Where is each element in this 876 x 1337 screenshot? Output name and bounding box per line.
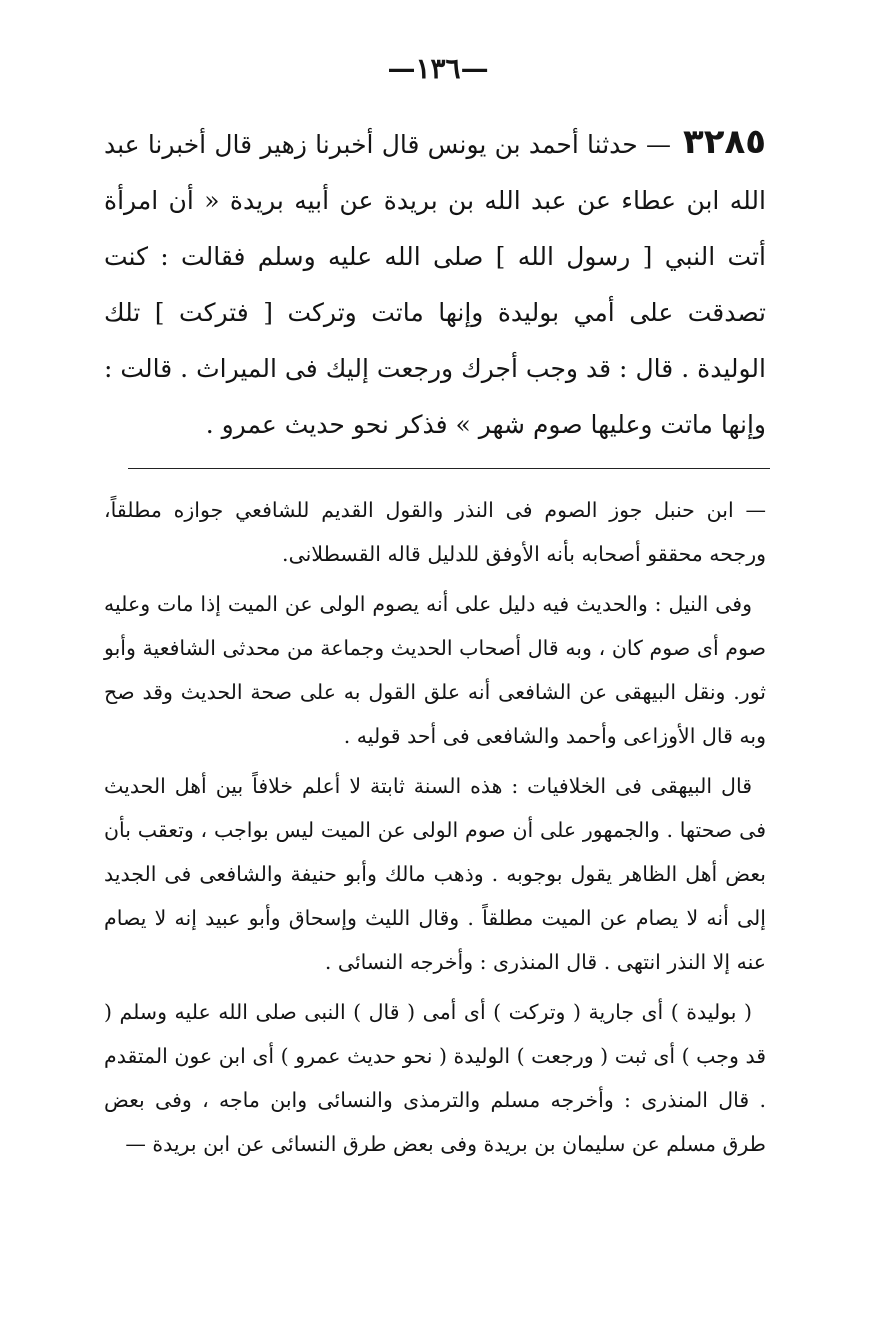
footnote-divider: [128, 468, 770, 469]
hadith-number: ٣٢٨٥: [682, 122, 766, 162]
footnotes: [104, 488, 766, 1172]
footnote-paragraph-4: ( بوليدة ) أى جارية ( وتركت ) أى أمى ( قال ) النبى صلى الله عليه وسلم ( قد وجب ) أى ثبت ( ورجعت ) الوليدة ( نحو حديث عمرو ) أى ابن عون المتقدم . قال المنذرى : وأخرجه مسلم والترمذى والنسائى وابن ماجه ، وفى بعض طرق مسلم عن سليمان بن بريدة وفى بعض طرق النسائى عن ابن بريدة —: [104, 1000, 766, 1156]
footnote-paragraph-3: قال البيهقى فى الخلافيات : هذه السنة ثابتة لا أعلم خلافاً بين أهل الحديث فى صحتها . والجمهور على أن صوم الولى عن الميت ليس بواجب ، وتعقب بأن بعض أهل الظاهر يقول بوجوبه . وذهب مالك وأبو حنيفة والشافعى فى الجديد إلى أنه لا يصام عن الميت مطلقاً . وقال الليث وإسحاق وأبو عبيد إنه لا يصام عنه إلا النذر انتهى . قال المنذرى : وأخرجه النسائى .: [104, 774, 766, 974]
hadith-body: — حدثنا أحمد بن يونس قال أخبرنا زهير قال أخبرنا عبد الله ابن عطاء عن عبد الله بن بريدة عن أبيه بريدة « أن امرأة أتت النبي [ رسول الله ] صلى الله عليه وسلم فقالت : كنت تصدقت على أمي بوليدة وإنها ماتت وتركت [ فتركت ] تلك الوليدة . قال : قد وجب أجرك ورجعت إليك فى الميراث . قالت : وإنها ماتت وعليها صوم شهر » فذكر نحو حديث عمرو .: [104, 130, 767, 439]
footnote-paragraph-1: — ابن حنبل جوز الصوم فى النذر والقول القديم للشافعي جوازه مطلقاً، ورجحه محققو أصحابه بأنه الأوفق للدليل قاله القسطلانى.: [104, 498, 767, 566]
footnote-paragraph-2: وفى النيل : والحديث فيه دليل على أنه يصوم الولى عن الميت إذا مات وعليه صوم أى صوم كان ، وبه قال أصحاب الحديث وجماعة من محدثى الشافعية وأبو ثور. ونقل البيهقى عن الشافعى أنه علق القول به على صحة الحديث وقد صح وبه قال الأوزاعى وأحمد والشافعى فى أحد قوليه .: [104, 592, 766, 748]
page-number: —١٣٦—: [387, 52, 489, 85]
hadith-text-block: [104, 114, 766, 453]
